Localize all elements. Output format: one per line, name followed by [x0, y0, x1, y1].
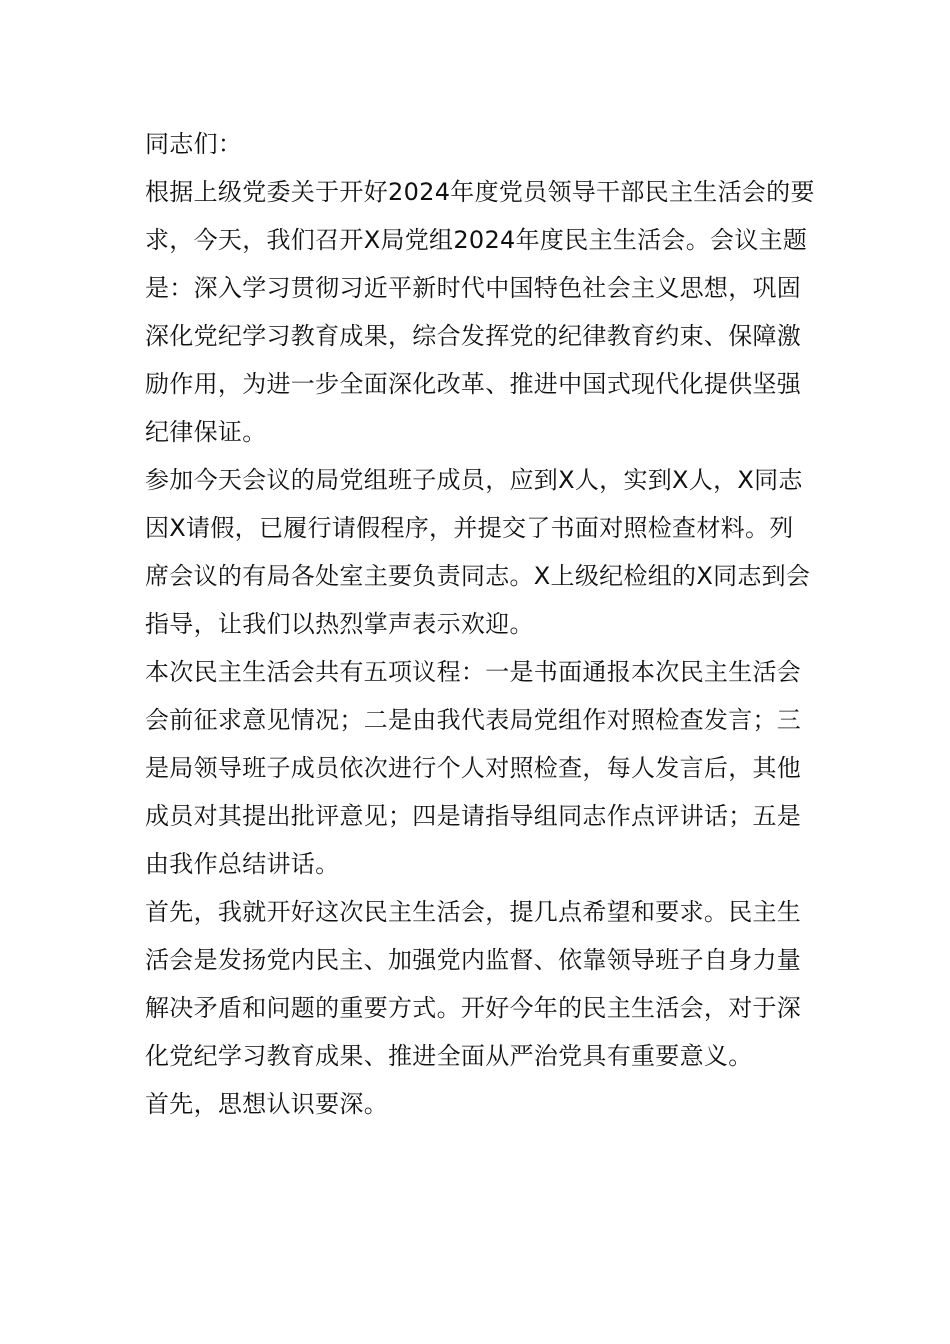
paragraph-meeting-purpose: 根据上级党委关于开好2024年度党员领导干部民主生活会的要求，今天，我们召开X局党组2024年度民主生活会。会议主题是：深入学习贯彻习近平新时代中国特色社会主义思想，巩固深化党纪学习教育成果，综合发挥党的纪律教育约束、保障激励作用，为进一步全面深化改革、推进中国式现代化提供坚强纪律保证。 [145, 178, 815, 446]
paragraph-first-point: 首先，思想认识要深。 [145, 1090, 388, 1118]
paragraph-attendance: 参加今天会议的局党组班子成员，应到X人，实到X人，X同志因X请假，已履行请假程序，并提交了书面对照检查材料。列席会议的有局各处室主要负责同志。X上级纪检组的X同志到会指导，让我们以热烈掌声表示欢迎。 [145, 466, 811, 638]
document-body [145, 120, 815, 1128]
paragraph-requirements: 首先，我就开好这次民主生活会，提几点希望和要求。民主生活会是发扬党内民主、加强党内监督、依靠领导班子自身力量解决矛盾和问题的重要方式。开好今年的民主生活会，对于深化党纪学习教育成果、推进全面从严治党具有重要意义。 [145, 898, 802, 1070]
salutation: 同志们： [145, 130, 243, 158]
paragraph-agenda: 本次民主生活会共有五项议程：一是书面通报本次民主生活会会前征求意见情况；二是由我代表局党组作对照检查发言；三是局领导班子成员依次进行个人对照检查，每人发言后，其他成员对其提出批评意见；四是请指导组同志作点评讲话；五是由我作总结讲话。 [145, 658, 802, 878]
